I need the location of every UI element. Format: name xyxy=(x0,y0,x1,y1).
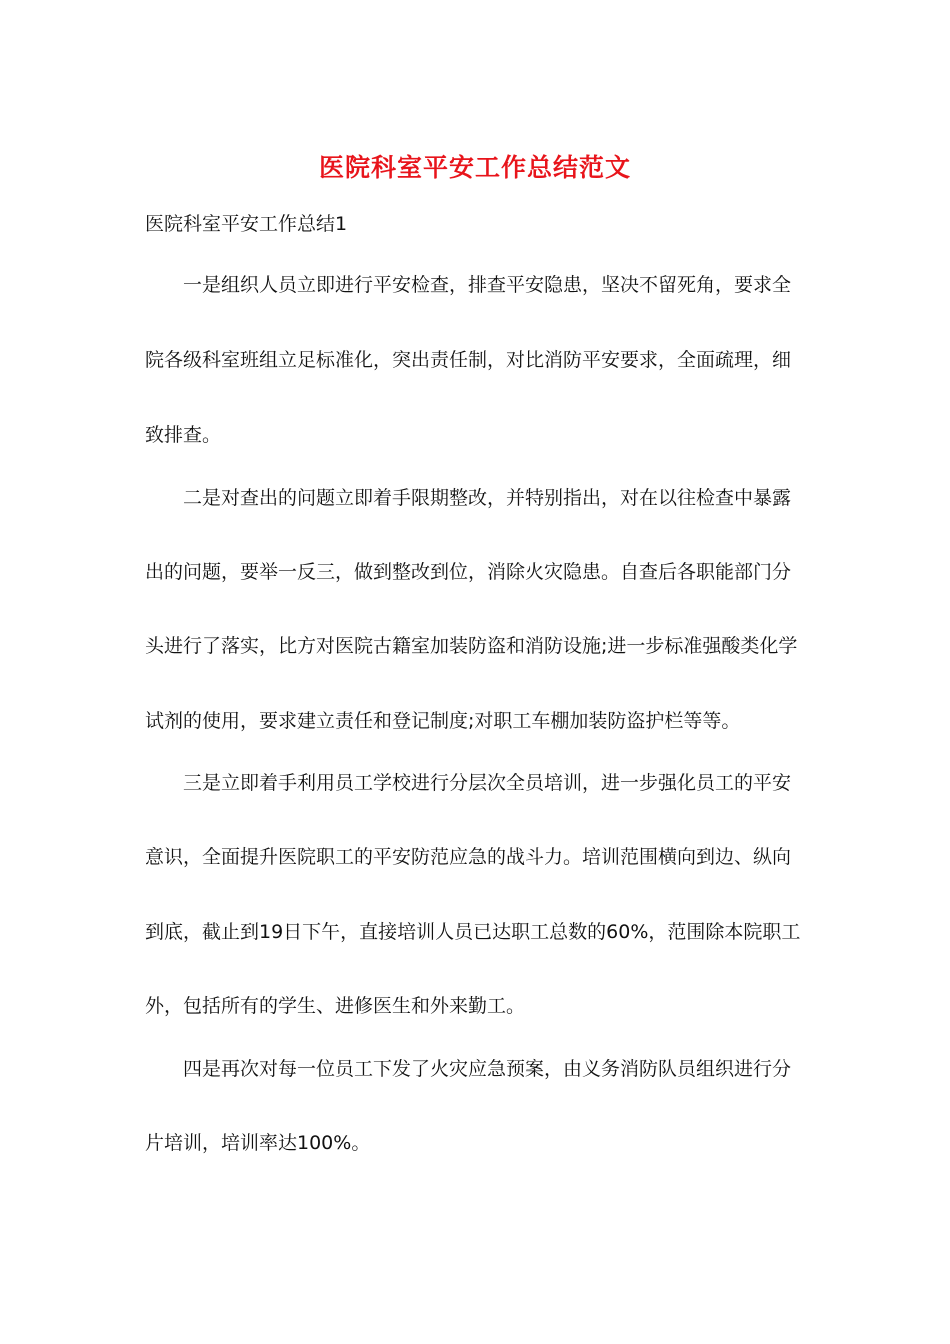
document-title: 医院科室平安工作总结范文 xyxy=(318,153,631,182)
paragraph-2-line-3: 头进行了落实，比方对医院古籍室加装防盗和消防设施;进一步标准强酸类化学 xyxy=(145,635,798,657)
paragraph-3-line-3: 到底，截止到19日下午，直接培训人员已达职工总数的60%，范围除本院职工 xyxy=(145,921,801,943)
paragraph-2-line-1: 二是对查出的问题立即着手限期整改，并特别指出，对在以往检查中暴露 xyxy=(183,487,792,509)
paragraph-2-line-4: 试剂的使用，要求建立责任和登记制度;对职工车棚加装防盗护栏等等。 xyxy=(145,710,741,732)
paragraph-4-line-2: 片培训，培训率达100%。 xyxy=(145,1132,371,1154)
paragraph-2-line-2: 出的问题，要举一反三，做到整改到位，消除火灾隐患。自查后各职能部门分 xyxy=(145,561,792,583)
paragraph-4-line-1: 四是再次对每一位员工下发了火灾应急预案，由义务消防队员组织进行分 xyxy=(183,1058,792,1080)
section-heading: 医院科室平安工作总结1 xyxy=(145,213,348,235)
paragraph-3-line-2: 意识，全面提升医院职工的平安防范应急的战斗力。培训范围横向到边、纵向 xyxy=(145,846,792,868)
paragraph-3-line-4: 外，包括所有的学生、进修医生和外来勤工。 xyxy=(145,995,526,1017)
paragraph-1-line-1: 一是组织人员立即进行平安检查，排查平安隐患，坚决不留死角，要求全 xyxy=(183,274,792,296)
paragraph-3-line-1: 三是立即着手利用员工学校进行分层次全员培训，进一步强化员工的平安 xyxy=(183,772,792,794)
paragraph-1-line-3: 致排查。 xyxy=(145,424,222,446)
paragraph-1-line-2: 院各级科室班组立足标准化，突出责任制，对比消防平安要求，全面疏理，细 xyxy=(145,349,792,371)
